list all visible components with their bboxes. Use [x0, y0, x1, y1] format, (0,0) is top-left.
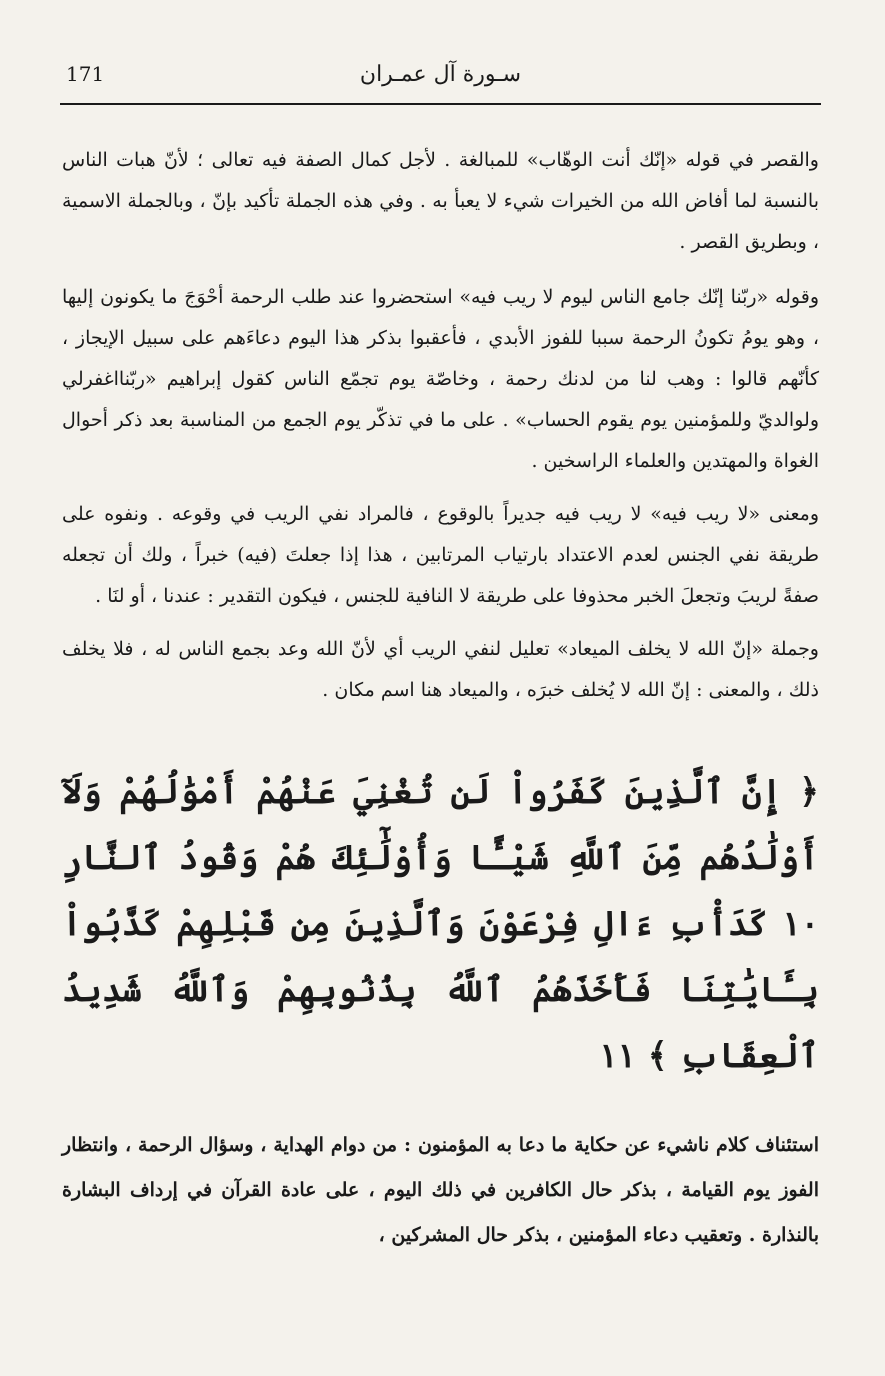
page-number: 171 [66, 62, 105, 86]
page-body [62, 140, 819, 1258]
surah-title: سـورة آل عمـران [359, 62, 522, 87]
tafsir-paragraph: استئناف كلام ناشيء عن حكاية ما دعا به المؤمنون : من دوام الهداية ، وسؤال الرحمة ، وانتظار الفوز يوم القيامة ، بذكر حال الكافرين في ذلك اليوم ، على عادة القرآن في إرداف البشارة بالنذارة . وتعقيب دعاء المؤمنين ، بذكر حال المشركين ، [62, 1134, 819, 1246]
quran-verse: ﴿ إِنَّ ٱلَّذِينَ كَفَرُواْ لَن تُغْنِيَ عَنْهُمْ أَمْوَٰلُهُمْ وَلَآ أَوْلَٰدُهُم مِّنَ ٱللَّهِ شَيْـًٔا وَأُوْلَٰٓئِكَ هُمْ وَقُودُ ٱلنَّارِ ١٠ كَدَأْبِ ءَالِ فِرْعَوْنَ وَٱلَّذِينَ مِن قَبْلِهِمْ كَذَّبُواْ بِـَٔايَٰتِنَا فَأَخَذَهُمُ ٱللَّهُ بِذُنُوبِهِمْ وَٱللَّهُ شَدِيدُ ٱلْعِقَابِ ﴾ ١١ [62, 772, 819, 1076]
header-divider [60, 103, 821, 105]
page-header [60, 52, 821, 100]
paragraph-la-rayb: ومعنى «لا ريب فيه» لا ريب فيه جديراً بالوقوع ، فالمراد نفي الريب في وقوعه . ونفوه على طريقة نفي الجنس لعدم الاعتداد بارتياب المرتابين ، هذا إذا جعلتَ (فيه) خبراً ، ولك أن تجعله صفةً لريبَ وتجعلَ الخبر محذوفا على طريقة لا النافية للجنس ، فيكون التقدير : عندنا ، أو لنَا . [62, 503, 819, 607]
paragraph-qasr: والقصر في قوله «إنّك أنت الوهّاب» للمبالغة . لأجل كمال الصفة فيه تعالى ؛ لأنّ هبات الناس بالنسبة لما أفاض الله من الخيرات شيء لا يعبأ به . وفي هذه الجملة تأكيد بإنّ ، وبالجملة الاسمية ، وبطريق القصر . [62, 149, 819, 253]
paragraph-miad: وجملة «إنّ الله لا يخلف الميعاد» تعليل لنفي الريب أي لأنّ الله وعد بجمع الناس له ، فلا يخلف ذلك ، والمعنى : إنّ الله لا يُخلف خبرَه ، والميعاد هنا اسم مكان . [62, 638, 819, 701]
paragraph-rabbana: وقوله «ربّنا إنّك جامع الناس ليوم لا ريب فيه» استحضروا عند طلب الرحمة أحْوَجَ ما يكونون إليها ، وهو يومُ تكونُ الرحمة سببا للفوز الأبدي ، فأعقبوا بذكر هذا اليوم دعاءَهم على سبيل الإيجاز ، كأنّهم قالوا : وهب لنا من لدنك رحمة ، وخاصّة يوم تجمّع الناس كقول إبراهيم «ربّنااغفرلي ولوالديّ وللمؤمنين يوم يقوم الحساب» . على ما في تذكّر يوم الجمع من المناسبة بعد ذكر أحوال الغواة والمهتدين والعلماء الراسخين . [62, 286, 819, 472]
